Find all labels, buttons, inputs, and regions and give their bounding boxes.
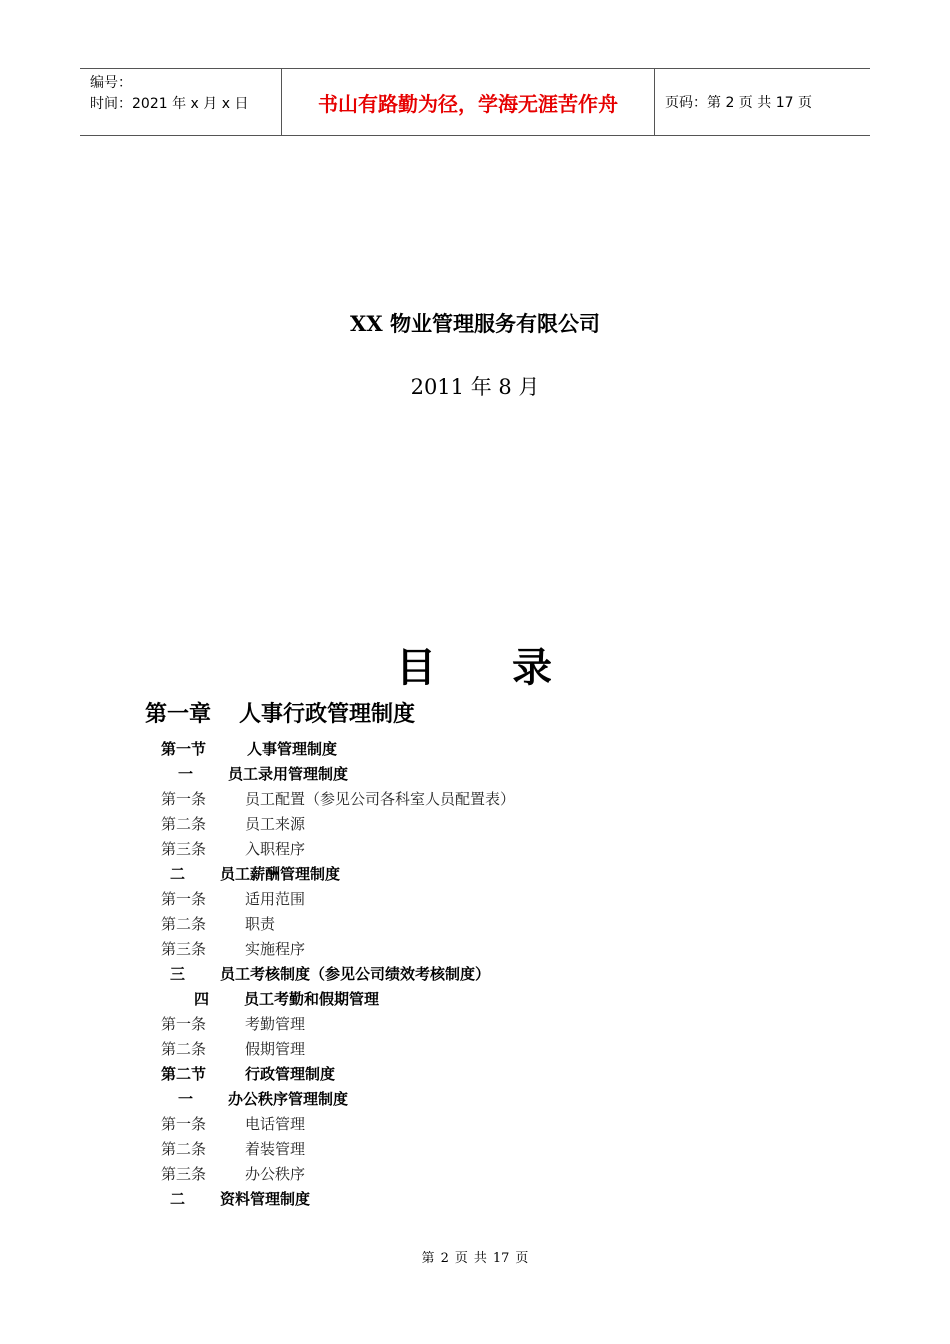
company-name: XX 物业管理服务有限公司 [350,311,600,336]
toc-article[interactable] [161,1139,305,1159]
page-footer [0,1247,950,1266]
page-header [80,68,870,136]
toc-text: 员工来源 [245,815,306,833]
toc-text: 办公秩序 [245,1165,306,1183]
chapter-number: 第一章 [145,701,212,727]
toc-text: 假期管理 [245,1040,306,1058]
header-meta [80,69,282,135]
toc-article[interactable] [161,1164,305,1184]
toc-label: 第二条 [161,915,207,933]
toc-text: 电话管理 [245,1115,306,1133]
toc-text: 着装管理 [245,1140,306,1158]
time-label: 时间：2021 年 x 月 x 日 [90,96,249,112]
toc-label: 第三条 [161,1165,207,1183]
toc-subsection[interactable] [178,1089,348,1109]
toc-label: 第一条 [161,1015,207,1033]
toc-subsection[interactable] [194,989,379,1009]
header-page-info: 页码：第 2 页 共 17 页 [665,95,812,111]
toc-section[interactable] [161,1064,335,1084]
toc-title [396,636,628,693]
toc-label: 第一条 [161,890,207,908]
toc-text: 员工考勤和假期管理 [244,990,380,1008]
footer-word: 页 [454,1251,468,1266]
toc-article[interactable] [161,889,305,909]
toc-label: 二 [170,1190,186,1208]
toc-label: 第一条 [161,790,207,808]
toc-title-part2: 录 [512,644,628,691]
footer-word: 第 [421,1251,435,1266]
toc-title-part1: 目 [396,644,512,691]
toc-text: 员工录用管理制度 [228,765,349,783]
toc-article[interactable] [161,789,515,809]
toc-subsection[interactable] [170,864,340,884]
toc-label: 第二条 [161,1040,207,1058]
toc-label: 一 [178,765,194,783]
toc-text: 办公秩序管理制度 [228,1090,349,1108]
toc-label: 第一条 [161,1115,207,1133]
toc-label: 第二节 [161,1065,207,1083]
toc-article[interactable] [161,839,305,859]
toc-label: 第三条 [161,840,207,858]
document-date: 2011 年 8 月 [410,375,540,399]
toc-subsection[interactable] [170,1189,310,1209]
header-motto: 书山有路勤为径，学海无涯苦作舟 [282,69,655,135]
toc-subsection[interactable] [178,764,348,784]
toc-text: 资料管理制度 [220,1190,311,1208]
toc-label: 第三条 [161,940,207,958]
number-label: 编号： [90,75,132,91]
toc-article[interactable] [161,1114,305,1134]
toc-label: 三 [170,965,186,983]
toc-subsection[interactable] [170,964,490,984]
toc-text: 人事管理制度 [247,740,338,758]
toc-label: 一 [178,1090,194,1108]
toc-text: 职责 [245,915,276,933]
toc-section[interactable] [161,739,337,759]
toc-article[interactable] [161,939,305,959]
chapter-title: 人事行政管理制度 [239,701,416,727]
toc-text: 实施程序 [245,940,306,958]
footer-word: 页 [515,1251,529,1266]
footer-total-pages: 17 [492,1251,510,1266]
footer-word: 共 [473,1251,487,1266]
chapter-heading [145,697,415,728]
toc-label: 四 [194,990,210,1008]
toc-article[interactable] [161,1014,305,1034]
toc-text: 员工配置（参见公司各科室人员配置表） [245,790,516,808]
toc-text: 员工薪酬管理制度 [220,865,341,883]
toc-label: 二 [170,865,186,883]
toc-text: 行政管理制度 [245,1065,336,1083]
toc-label: 第一节 [161,740,207,758]
footer-page-number: 2 [440,1251,449,1266]
toc-article[interactable] [161,1039,305,1059]
toc-text: 入职程序 [245,840,306,858]
toc-text: 适用范围 [245,890,306,908]
toc-article[interactable] [161,914,275,934]
toc-label: 第二条 [161,1140,207,1158]
toc-text: 考勤管理 [245,1015,306,1033]
toc-article[interactable] [161,814,305,834]
toc-text: 员工考核制度（参见公司绩效考核制度） [220,965,491,983]
toc-label: 第二条 [161,815,207,833]
